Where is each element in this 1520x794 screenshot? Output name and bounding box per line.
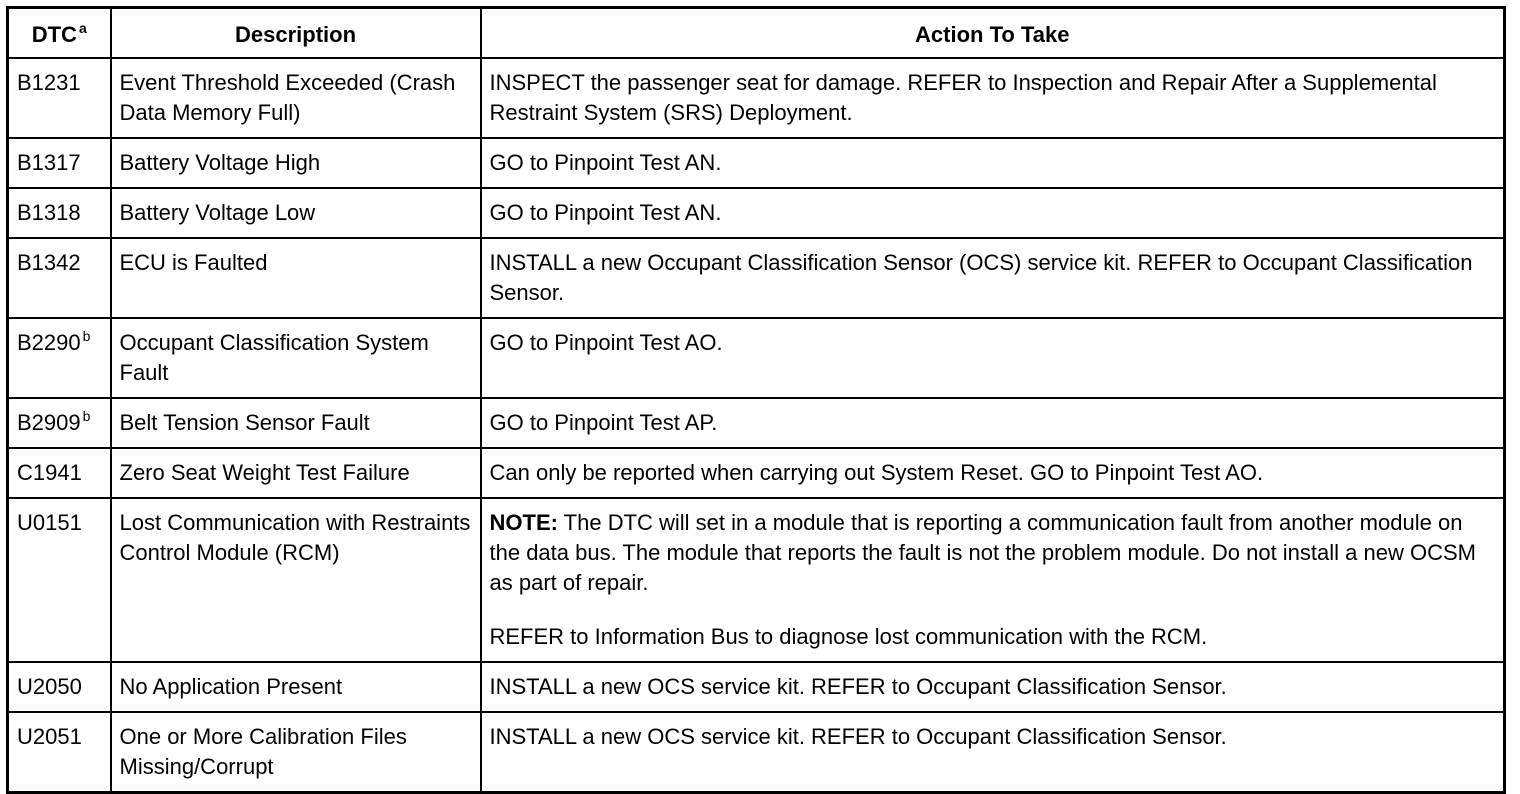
dtc-footnote: b (82, 328, 91, 344)
dtc-description: Lost Communication with Restraints Control Module (RCM) (111, 498, 481, 662)
dtc-action: INSTALL a new OCS service kit. REFER to Occupant Classification Sensor. (481, 712, 1505, 793)
dtc-table (6, 6, 1506, 794)
dtc-footnote: b (82, 408, 91, 424)
table-row (8, 448, 1505, 498)
header-dtc-footnote: a (78, 20, 87, 36)
dtc-action: INSPECT the passenger seat for damage. REFER to Inspection and Repair After a Supplemental Restraint System (SRS) Deployment. (481, 58, 1505, 138)
dtc-action: GO to Pinpoint Test AP. (481, 398, 1505, 448)
dtc-description: Zero Seat Weight Test Failure (111, 448, 481, 498)
action-text: REFER to Information Bus to diagnose lost communication with the RCM. (489, 624, 1208, 649)
header-action: Action To Take (481, 8, 1505, 59)
dtc-code: B1231 (8, 58, 111, 138)
note-paragraph (490, 510, 1476, 595)
dtc-description: Event Threshold Exceeded (Crash Data Memory Full) (111, 58, 481, 138)
table-row (8, 318, 1505, 398)
dtc-code: C1941 (8, 448, 111, 498)
dtc-action (481, 498, 1505, 662)
dtc-code: B1317 (8, 138, 111, 188)
dtc-code: U2051 (8, 712, 111, 793)
dtc-description: No Application Present (111, 662, 481, 712)
dtc-code: B2290 $^b$ (8, 318, 111, 398)
table-row (8, 398, 1505, 448)
dtc-code: U2050 (8, 662, 111, 712)
dtc-code: B2909 $^b$ (8, 398, 111, 448)
note-label: NOTE: (489, 510, 558, 535)
table-row (8, 238, 1505, 318)
dtc-action: Can only be reported when carrying out System Reset. GO to Pinpoint Test AO. (481, 448, 1505, 498)
dtc-description: Occupant Classification System Fault (111, 318, 481, 398)
table-row (8, 712, 1505, 793)
dtc-description: One or More Calibration Files Missing/Corrupt (111, 712, 481, 793)
dtc-action: GO to Pinpoint Test AN. (481, 188, 1505, 238)
dtc-code: U0151 (8, 498, 111, 662)
dtc-action: GO to Pinpoint Test AO. (481, 318, 1505, 398)
note-text: The DTC will set in a module that is reporting a communication fault from another module on the data bus. The module that reports the fault is not the problem module. Do not install a new OCSM as part of repair. (489, 510, 1476, 595)
dtc-description: Battery Voltage High (111, 138, 481, 188)
header-dtc: DTC $^a$ (8, 8, 111, 59)
dtc-code: B1342 (8, 238, 111, 318)
table-row (8, 188, 1505, 238)
table-row (8, 498, 1505, 662)
header-description: Description (111, 8, 481, 59)
dtc-action: INSTALL a new Occupant Classification Sensor (OCS) service kit. REFER to Occupant Classification Sensor. (481, 238, 1505, 318)
dtc-description: Battery Voltage Low (111, 188, 481, 238)
dtc-description: Belt Tension Sensor Fault (111, 398, 481, 448)
dtc-action: INSTALL a new OCS service kit. REFER to Occupant Classification Sensor. (481, 662, 1505, 712)
dtc-code: B1318 (8, 188, 111, 238)
table-row (8, 138, 1505, 188)
table-row (8, 58, 1505, 138)
table-row (8, 662, 1505, 712)
dtc-description: ECU is Faulted (111, 238, 481, 318)
dtc-action: GO to Pinpoint Test AN. (481, 138, 1505, 188)
header-row (8, 8, 1505, 59)
